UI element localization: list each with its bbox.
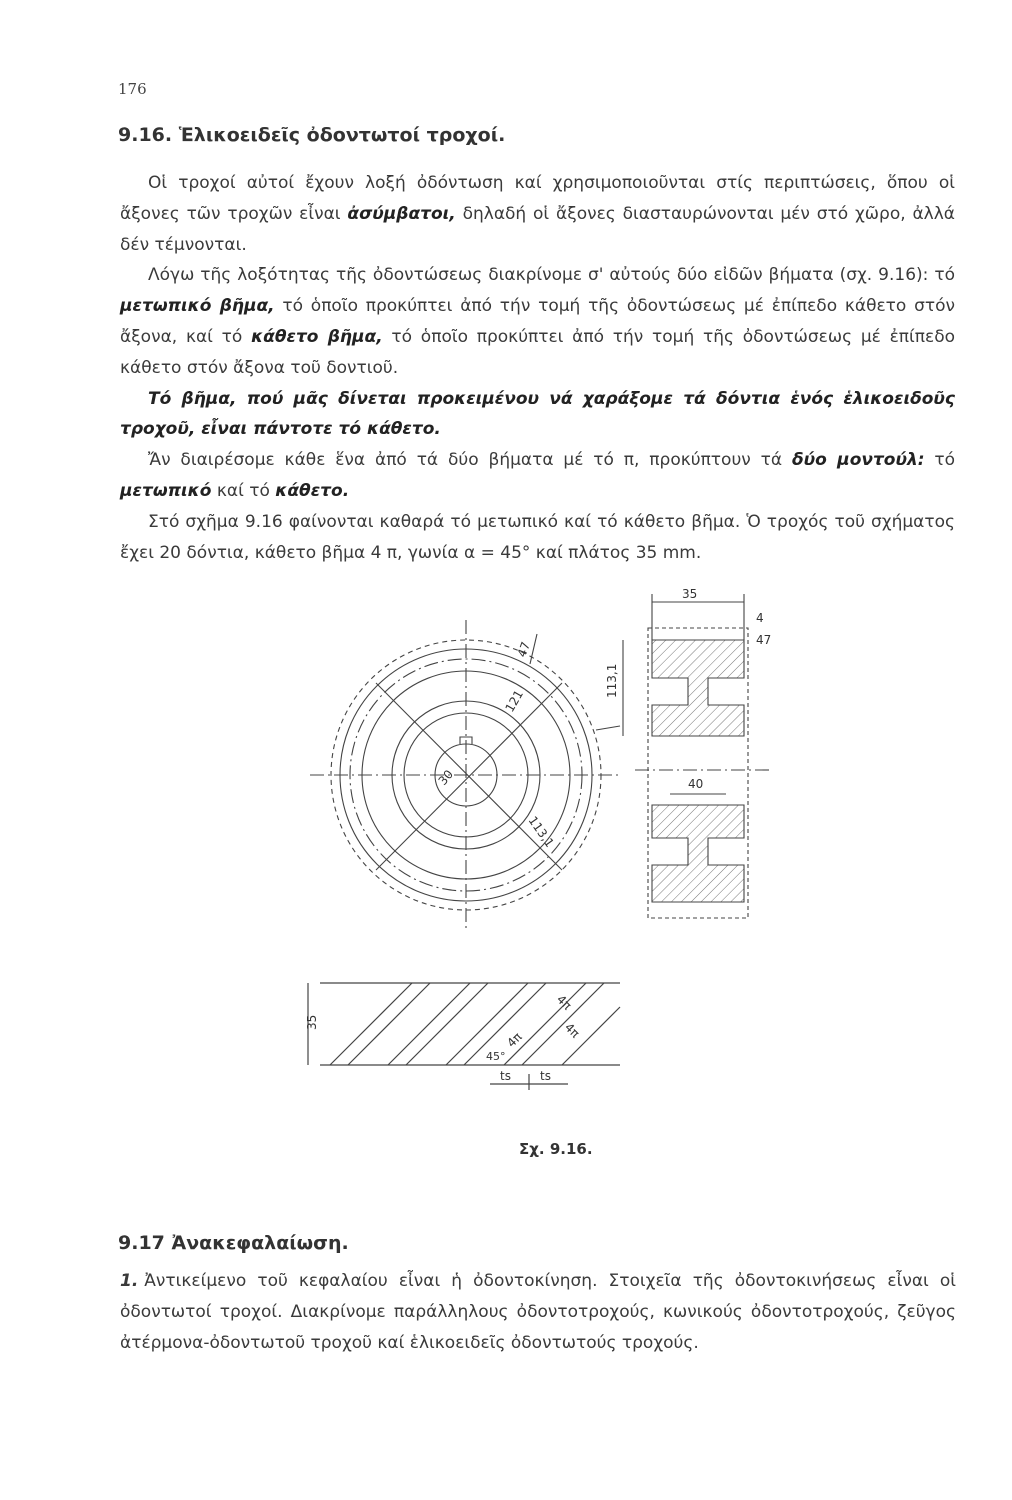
section-body bbox=[120, 168, 955, 568]
term-transverse: μετωπικό bbox=[120, 480, 212, 501]
para1-term: ἀσύμβατοι, bbox=[347, 203, 456, 224]
side-dim-40: 40 bbox=[688, 777, 704, 791]
paragraph-2 bbox=[120, 260, 955, 383]
side-dim-1131: 113,1 bbox=[605, 663, 619, 698]
term-normal: κάθετο. bbox=[275, 480, 350, 501]
section-lower bbox=[652, 805, 744, 902]
para1-text: Οἱ τροχοί αὐτοί ἔχουν λοξή ὀδόντωση καί χρησιμοποιοῦνται στίς περιπτώσεις, ὅπου οἱ ἄξονες τῶν τροχῶν εἶναι bbox=[120, 173, 955, 224]
paragraph-4: Στό σχῆμα 9.16 φαίνονται καθαρά τό μετωπικό καί τό κάθετο βῆμα. Ὁ τροχός τοῦ σχήματος ἔχει 20 δόντια, κάθετο βῆμα 4 π, γωνία α = 45° καί πλάτος 35 mm. bbox=[120, 511, 955, 563]
para2-b: τό ὁποῖο προκύπτει ἀπό τήν τομή τῆς ὀδοντώσεως μέ ἐπίπεδο κάθετο στόν ἄξονα, καί τό bbox=[120, 296, 955, 347]
section-heading: 9.16. Ἑλικοειδεῖς ὀδοντωτοί τροχοί. bbox=[118, 124, 506, 146]
para2-c: τό ὁποῖο προκύπτει ἀπό τήν τομή τῆς ὀδοντώσεως μέ ἐπίπεδο κάθετο στόν ἄξονα τοῦ δοντιοῦ. bbox=[120, 326, 955, 378]
dev-dim-35: 35 bbox=[305, 1014, 319, 1030]
dev-pitch-4pi-a: 4π bbox=[553, 992, 575, 1013]
summary-item-number: 1. bbox=[120, 1271, 139, 1291]
para3-c: καί τό bbox=[216, 480, 270, 501]
dev-pitch-4pi-c: 4π bbox=[504, 1029, 525, 1051]
paragraph-1 bbox=[120, 168, 955, 260]
dev-pitch-4pi-b: 4π bbox=[561, 1020, 583, 1041]
section-upper bbox=[652, 640, 744, 736]
figure-caption: Σχ. 9.16. bbox=[519, 1140, 593, 1158]
front-view bbox=[310, 620, 622, 930]
page-number: 176 bbox=[118, 80, 147, 98]
dev-ts-b: ts bbox=[540, 1069, 551, 1083]
dim-4-leader bbox=[596, 726, 620, 730]
gear-drawing bbox=[290, 580, 790, 1100]
front-dim-47: 47 bbox=[514, 639, 534, 660]
side-dim-47: 47 bbox=[756, 633, 772, 647]
para3-b: τό bbox=[934, 450, 956, 471]
term-transverse-pitch: μετωπικό βῆμα, bbox=[120, 296, 275, 317]
dev-ts-a: ts bbox=[500, 1069, 511, 1083]
front-dim-121: 121 bbox=[502, 687, 527, 715]
para2-a: Λόγω τῆς λοξότητας τῆς ὀδοντώσεως διακρίνομε σ' αὐτούς δύο εἰδῶν βήματα (σχ. 9.16): τό bbox=[148, 265, 955, 286]
side-dim-4: 4 bbox=[756, 611, 764, 625]
summary-item-text: Ἀντικείμενο τοῦ κεφαλαίου εἶναι ἡ ὀδοντοκίνηση. Στοιχεῖα τῆς ὀδοντοκινήσεως εἶναι οἱ ὀδοντωτοί τροχοί. Διακρίνομε παράλληλους ὀδοντοτροχούς, κωνικούς ὀδοντοτροχούς, ζεῦγος ἀτέρμονα-ὀδοντωτοῦ τροχοῦ καί ἑλικοειδεῖς ὀδοντωτούς τροχούς. bbox=[120, 1271, 956, 1353]
front-dim-30: 30 bbox=[435, 767, 457, 788]
paragraph-3 bbox=[120, 445, 955, 507]
term-normal-pitch: κάθετο βῆμα, bbox=[251, 326, 383, 347]
front-dim-1131: 113,1 bbox=[525, 813, 557, 850]
side-dim-35: 35 bbox=[682, 587, 698, 601]
side-view bbox=[623, 594, 770, 918]
dev-angle: 45° bbox=[486, 1050, 506, 1063]
term-two-modules: δύο μοντούλ: bbox=[791, 450, 925, 471]
rule-statement: Τό βῆμα, πού μᾶς δίνεται προκειμένου νά χαράξομε τά δόντια ἑνός ἑλικοειδοῦς τροχοῦ, εἶναι πάντοτε τό κάθετο. bbox=[120, 388, 955, 440]
para1-end: δηλαδή οἱ ἄξονες διασταυρώνονται μέν στό χῶρο, ἀλλά δέν τέμνονται. bbox=[120, 203, 955, 255]
summary-heading: 9.17 Ἀνακεφαλαίωση. bbox=[118, 1232, 349, 1254]
para3-a: Ἄν διαιρέσομε κάθε ἕνα ἀπό τά δύο βήματα μέ τό π, προκύπτουν τά bbox=[148, 450, 783, 471]
summary-item bbox=[120, 1266, 956, 1358]
